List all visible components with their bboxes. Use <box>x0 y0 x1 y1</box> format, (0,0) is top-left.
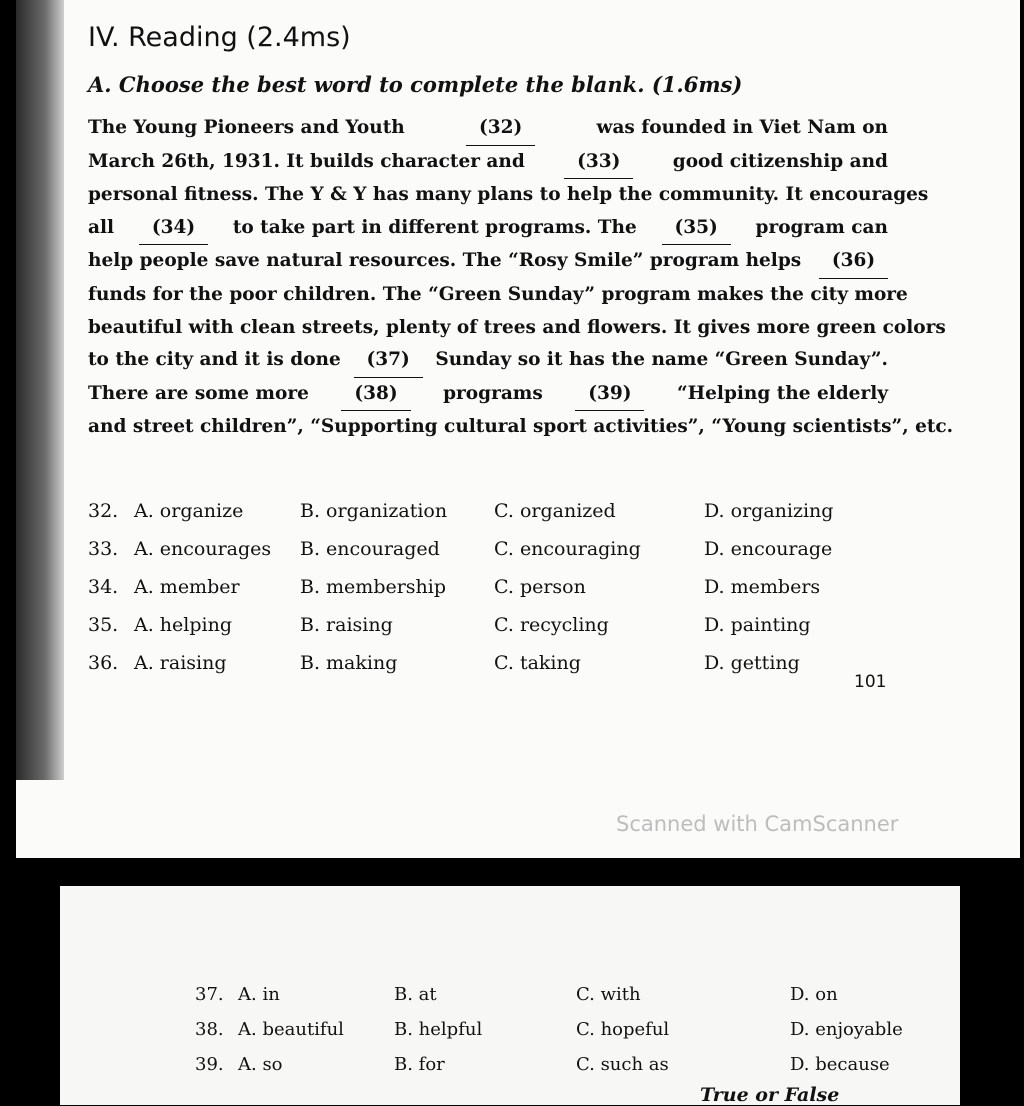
passage-text: was founded in Viet Nam on <box>596 117 888 138</box>
reading-passage <box>88 112 954 444</box>
passage-line <box>88 312 946 345</box>
option-d: D. members <box>704 576 821 598</box>
blank-34: (34) <box>139 212 208 246</box>
option-a: A. member <box>134 576 240 598</box>
section-title: IV. Reading (2.4ms) <box>88 22 351 53</box>
option-a: A. encourages <box>134 538 272 560</box>
option-a: A. so <box>238 1054 283 1075</box>
passage-line <box>88 179 929 212</box>
option-b: B. at <box>394 984 437 1005</box>
question-number: 33. <box>88 538 119 560</box>
passage-text: help people save natural resources. The “Rosy Smile” program helps <box>88 250 802 272</box>
blank-37: (37) <box>354 344 423 378</box>
option-c: C. such as <box>576 1054 669 1075</box>
question-number: 34. <box>88 576 119 598</box>
question-number: 38. <box>195 1019 224 1040</box>
passage-line <box>88 411 954 444</box>
passage-text: and street children”, “Supporting cultural sport activities”, “Young scientists”, etc. <box>88 416 954 438</box>
question-number: 36. <box>88 652 119 674</box>
passage-text: “Helping the elderly <box>677 382 888 404</box>
option-b: B. raising <box>300 614 393 636</box>
passage-text: beautiful with clean streets, plenty of trees and flowers. It gives more green colors <box>88 316 946 338</box>
option-d: D. on <box>790 984 838 1005</box>
option-a: A. raising <box>134 652 227 674</box>
option-b: B. membership <box>300 576 447 598</box>
blank-36: (36) <box>819 245 888 279</box>
passage-text: March 26th, 1931. It builds character and <box>88 150 525 172</box>
option-a: A. in <box>238 984 280 1005</box>
blank-33: (33) <box>564 146 633 180</box>
option-d: D. because <box>790 1054 890 1075</box>
next-section-title-cut: True or False <box>700 1084 840 1106</box>
scanner-watermark: Scanned with CamScanner <box>616 812 899 836</box>
option-b: B. encouraged <box>300 538 440 560</box>
option-c: C. encouraging <box>494 538 641 560</box>
passage-text: to take part in different programs. The <box>232 216 637 238</box>
passage-text: program can <box>755 216 888 238</box>
passage-line <box>88 112 888 146</box>
page-number: 101 <box>854 672 887 692</box>
passage-line <box>88 344 888 378</box>
blank-39: (39) <box>575 378 644 412</box>
option-c: C. taking <box>494 652 581 674</box>
option-c: C. organized <box>494 500 616 522</box>
option-c: C. hopeful <box>576 1019 670 1040</box>
option-d: D. encourage <box>704 538 833 560</box>
blank-32: (32) <box>466 112 535 146</box>
option-c: C. person <box>494 576 586 598</box>
option-d: D. organizing <box>704 500 834 522</box>
passage-line <box>88 245 888 279</box>
page-shadow <box>16 0 64 780</box>
option-d: D. getting <box>704 652 800 674</box>
passage-text: There are some more <box>88 382 309 404</box>
passage-text: to the city and it is done <box>88 349 341 371</box>
option-d: D. enjoyable <box>790 1019 903 1040</box>
passage-text: The Young Pioneers and Youth <box>88 117 405 138</box>
passage-text: all <box>88 216 115 238</box>
option-d: D. painting <box>704 614 811 636</box>
question-number: 39. <box>195 1054 224 1075</box>
passage-text: funds for the poor children. The “Green Sunday” program makes the city more <box>88 283 908 305</box>
question-number: 35. <box>88 614 119 636</box>
worksheet-page-next <box>60 886 960 1105</box>
question-number: 32. <box>88 500 119 522</box>
passage-text: Sunday so it has the name “Green Sunday”. <box>435 349 888 371</box>
option-c: C. with <box>576 984 641 1005</box>
option-a: A. helping <box>134 614 232 636</box>
blank-35: (35) <box>662 212 731 246</box>
passage-line <box>88 212 888 246</box>
option-b: B. helpful <box>394 1019 483 1040</box>
passage-text: programs <box>443 382 543 404</box>
passage-text: personal fitness. The Y & Y has many plans to help the community. It encourages <box>88 184 929 206</box>
option-a: A. organize <box>134 500 244 522</box>
blank-38: (38) <box>341 378 410 412</box>
option-b: B. organization <box>300 500 448 522</box>
passage-text: good citizenship and <box>672 150 888 172</box>
passage-line <box>88 279 908 312</box>
part-title: A. Choose the best word to complete the blank. (1.6ms) <box>88 72 743 97</box>
passage-line <box>88 378 888 412</box>
option-b: B. making <box>300 652 398 674</box>
question-number: 37. <box>195 984 224 1005</box>
option-b: B. for <box>394 1054 445 1075</box>
option-c: C. recycling <box>494 614 609 636</box>
option-a: A. beautiful <box>238 1019 344 1040</box>
worksheet-page-101 <box>16 0 1020 858</box>
passage-line <box>88 146 888 180</box>
